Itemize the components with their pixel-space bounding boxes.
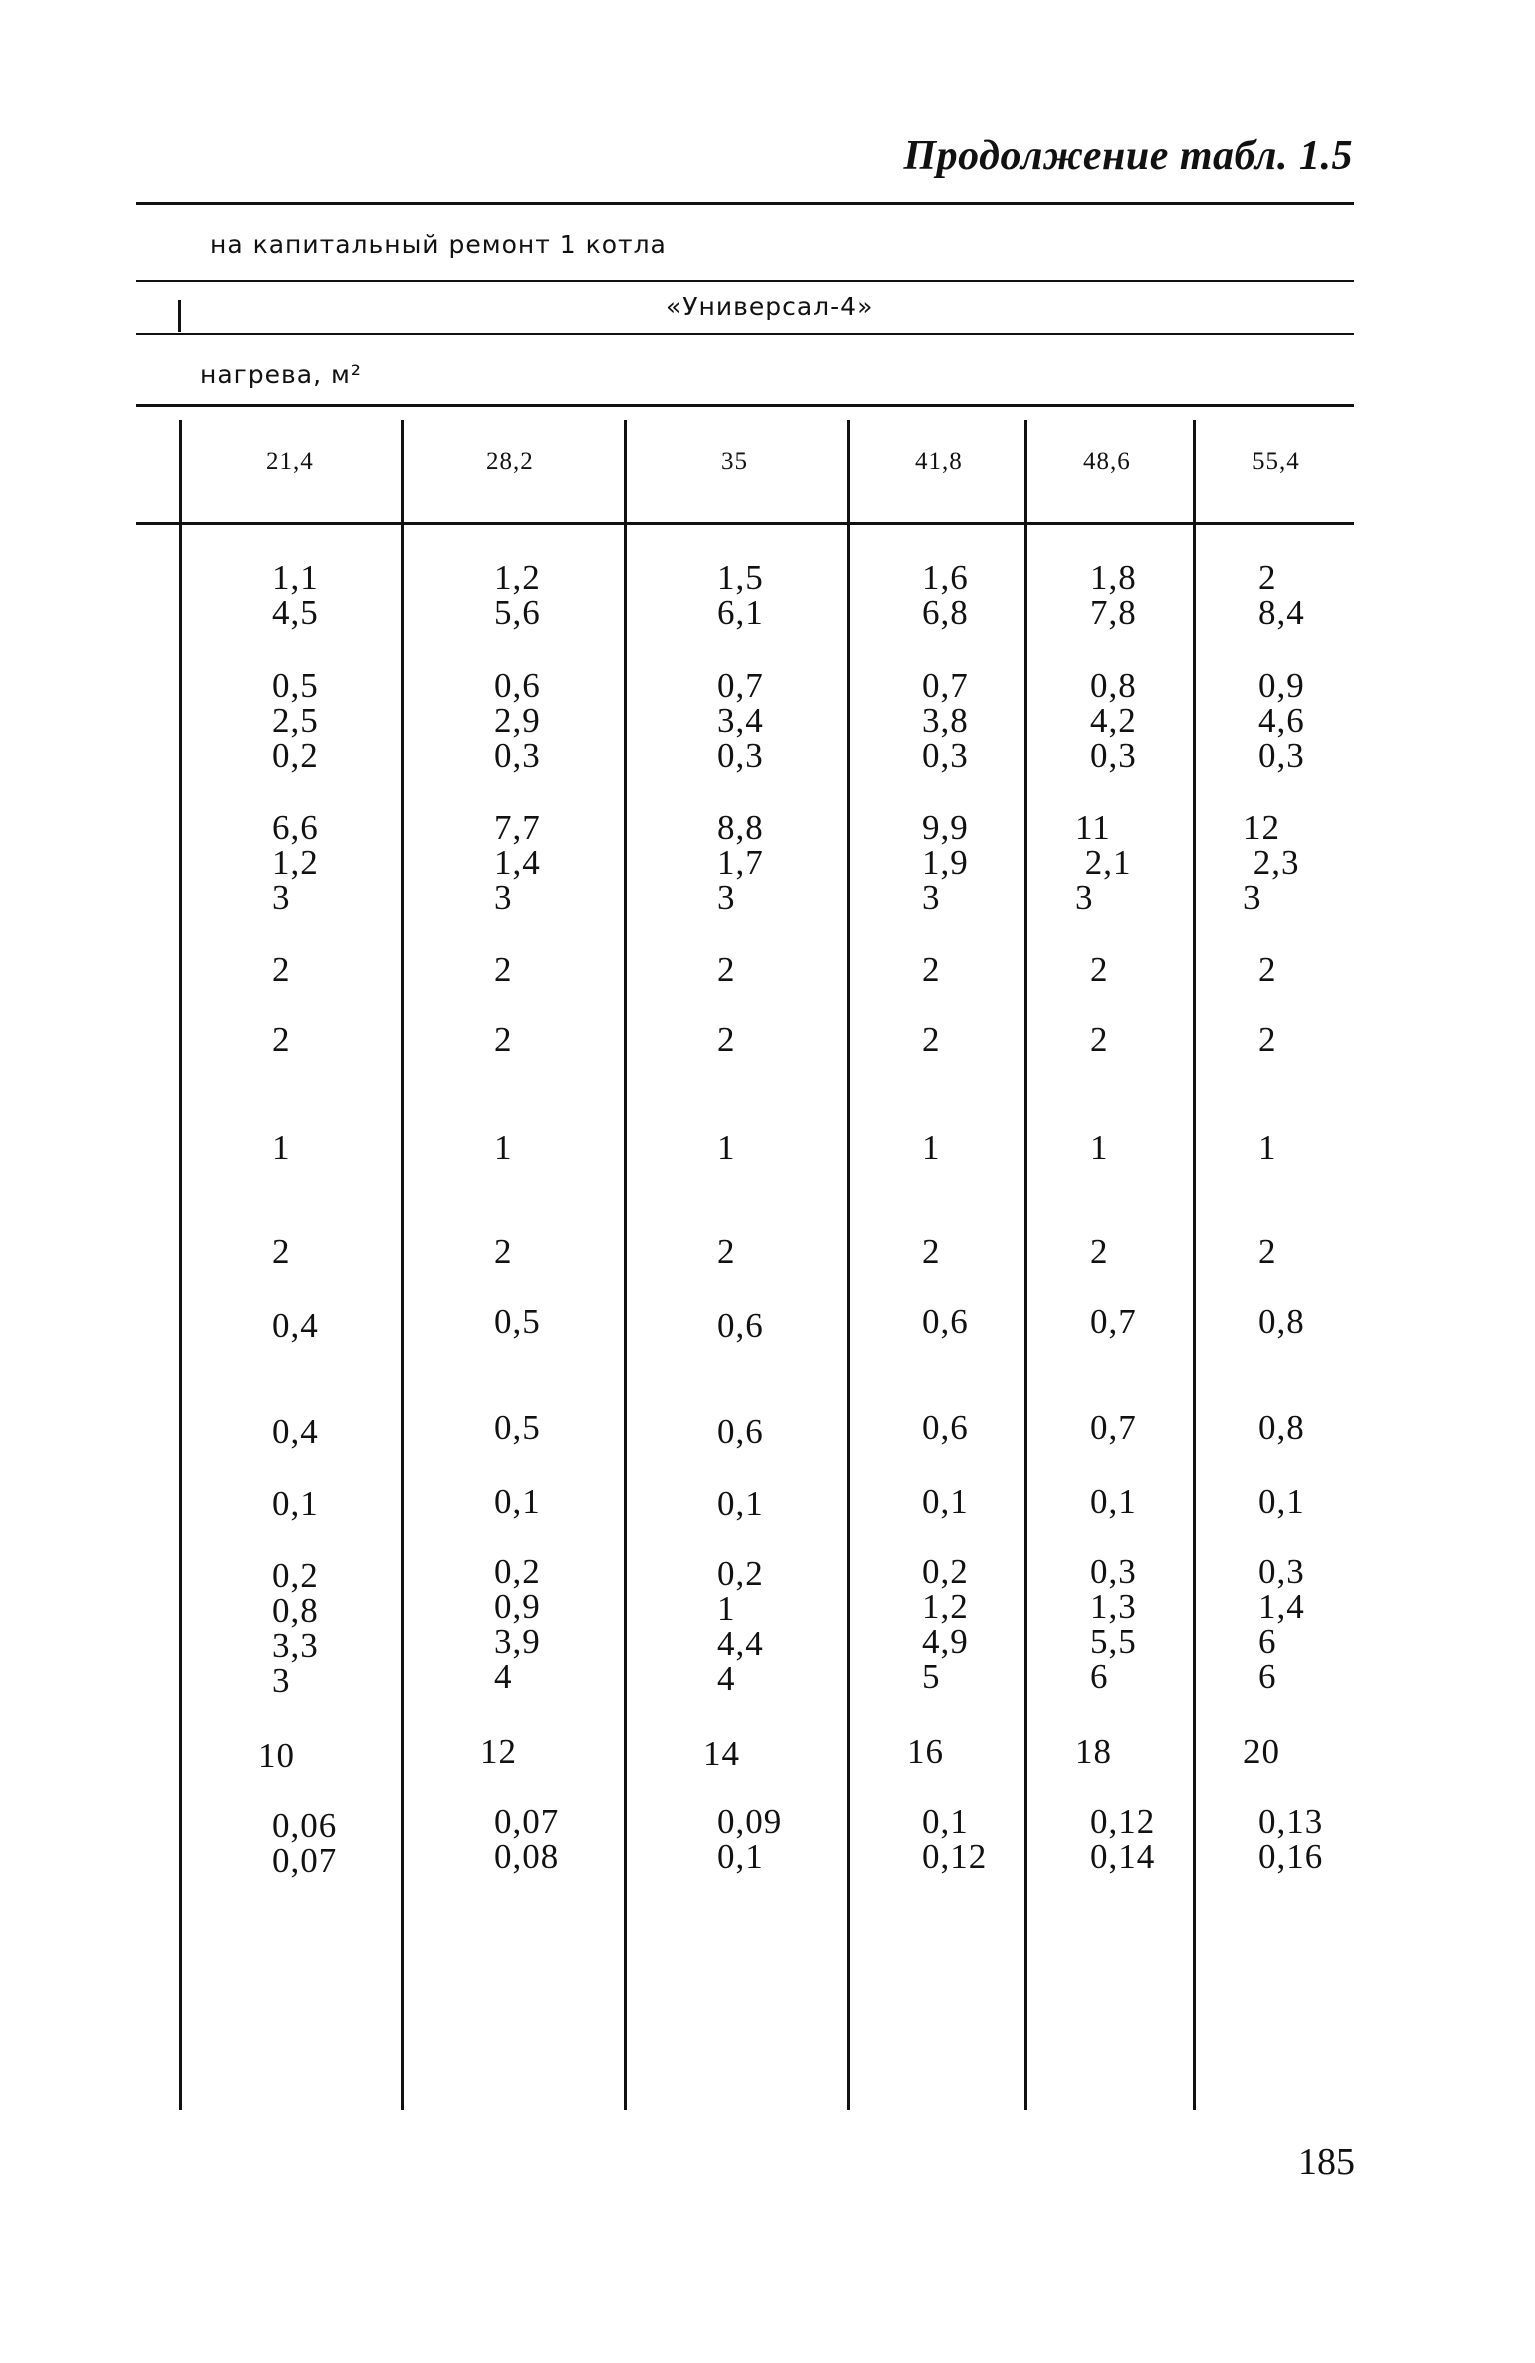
table-cell: 2	[1090, 1020, 1109, 1059]
table-cell: 0,1	[272, 1484, 319, 1523]
table-cell: 12 2,3 3	[1243, 808, 1300, 917]
table-cell: 0,7	[1090, 1408, 1137, 1447]
table-cell: 2	[494, 1020, 513, 1059]
col-separator-5	[1193, 420, 1196, 2110]
table-cell: 10	[258, 1736, 295, 1775]
column-heading-6: 55,4	[1252, 448, 1300, 475]
header-rule-4	[136, 404, 1354, 407]
table-cell: 2 8,4	[1258, 558, 1305, 632]
table-cell: 2	[717, 1232, 736, 1271]
table-cell: 1,5 6,1	[717, 558, 764, 632]
column-heading-3: 35	[721, 448, 748, 475]
table-cell: 2	[922, 1020, 941, 1059]
table-cell: 0,12 0,14	[1090, 1802, 1156, 1876]
table-cell: 0,5	[494, 1408, 541, 1447]
table-cell: 8,8 1,7 3	[717, 808, 764, 917]
table-cell: 16	[907, 1732, 944, 1771]
table-cell: 2	[922, 950, 941, 989]
table-cell: 0,8 4,2 0,3	[1090, 666, 1137, 775]
table-cell: 0,1	[717, 1484, 764, 1523]
table-cell: 2	[922, 1232, 941, 1271]
table-cell: 0,3 1,4 6 6	[1258, 1552, 1305, 1696]
table-cell: 9,9 1,9 3	[922, 808, 969, 917]
page-number: 185	[1298, 2141, 1355, 2183]
table-cell: 1,6 6,8	[922, 558, 969, 632]
table-cell: 0,7 3,4 0,3	[717, 666, 764, 775]
table-cell: 0,6	[922, 1302, 969, 1341]
table-cell: 7,7 1,4 3	[494, 808, 541, 917]
table-cell: 2	[1090, 950, 1109, 989]
table-cell: 0,07 0,08	[494, 1802, 560, 1876]
table-cell: 0,1	[494, 1482, 541, 1521]
table-cell: 0,5	[494, 1302, 541, 1341]
table-cell: 14	[703, 1734, 740, 1773]
table-cell: 2	[1258, 950, 1277, 989]
header-rule-3	[136, 333, 1354, 335]
table-cell: 0,5 2,5 0,2	[272, 666, 319, 775]
table-cell: 2	[1258, 1232, 1277, 1271]
table-cell: 1,8 7,8	[1090, 558, 1137, 632]
table-cell: 2	[494, 1232, 513, 1271]
table-cell: 1	[1090, 1128, 1109, 1167]
column-heading-4: 41,8	[915, 448, 963, 475]
header-line-3: нагрева, м²	[200, 360, 362, 389]
table-cell: 0,2 1 4,4 4	[717, 1554, 764, 1698]
table-cell: 2	[494, 950, 513, 989]
table-cell: 6,6 1,2 3	[272, 808, 319, 917]
header-rule-top	[136, 202, 1354, 205]
table-cell: 0,6 2,9 0,3	[494, 666, 541, 775]
table-cell: 0,4	[272, 1306, 319, 1345]
header-rule-bottom	[136, 522, 1354, 525]
table-caption: Продолжение табл. 1.5	[903, 133, 1353, 179]
table-cell: 2	[717, 1020, 736, 1059]
table-cell: 1	[494, 1128, 513, 1167]
table-cell: 1,1 4,5	[272, 558, 319, 632]
table-cell: 11 2,1 3	[1075, 808, 1132, 917]
table-cell: 0,2 1,2 4,9 5	[922, 1552, 969, 1696]
table-cell: 0,9 4,6 0,3	[1258, 666, 1305, 775]
table-cell: 0,1 0,12	[922, 1802, 988, 1876]
table-cell: 18	[1075, 1732, 1112, 1771]
col-separator-0	[179, 420, 182, 2110]
table-cell: 0,7 3,8 0,3	[922, 666, 969, 775]
table-cell: 0,2 0,8 3,3 3	[272, 1556, 319, 1700]
table-cell: 2	[272, 1020, 291, 1059]
header-line-2: «Универсал-4»	[666, 292, 874, 321]
table-cell: 1	[717, 1128, 736, 1167]
col-separator-1	[401, 420, 404, 2110]
table-cell: 2	[717, 950, 736, 989]
table-cell: 1	[922, 1128, 941, 1167]
column-heading-1: 21,4	[266, 448, 314, 475]
table-cell: 2	[1258, 1020, 1277, 1059]
table-cell: 2	[272, 1232, 291, 1271]
table-cell: 0,4	[272, 1412, 319, 1451]
table-cell: 1	[272, 1128, 291, 1167]
table-cell: 0,1	[922, 1482, 969, 1521]
table-cell: 0,09 0,1	[717, 1802, 783, 1876]
table-cell: 0,1	[1090, 1482, 1137, 1521]
table-cell: 0,8	[1258, 1408, 1305, 1447]
table-cell: 0,6	[922, 1408, 969, 1447]
table-cell: 0,3 1,3 5,5 6	[1090, 1552, 1137, 1696]
table-cell: 0,13 0,16	[1258, 1802, 1324, 1876]
table-cell: 0,7	[1090, 1302, 1137, 1341]
table-cell: 0,8	[1258, 1302, 1305, 1341]
table-cell: 0,2 0,9 3,9 4	[494, 1552, 541, 1696]
table-cell: 2	[1090, 1232, 1109, 1271]
col-separator-4	[1024, 420, 1027, 2110]
header-rule-2	[136, 280, 1354, 282]
col-separator-3	[847, 420, 850, 2110]
column-heading-2: 28,2	[486, 448, 534, 475]
table-cell: 12	[480, 1732, 517, 1771]
header-tick	[178, 300, 181, 332]
table-cell: 20	[1243, 1732, 1280, 1771]
column-heading-5: 48,6	[1083, 448, 1131, 475]
table-cell: 0,06 0,07	[272, 1806, 338, 1880]
table-cell: 0,6	[717, 1306, 764, 1345]
table-cell: 1,2 5,6	[494, 558, 541, 632]
table-cell: 0,6	[717, 1412, 764, 1451]
header-line-1: на капитальный ремонт 1 котла	[210, 230, 667, 259]
col-separator-2	[624, 420, 627, 2110]
table-cell: 2	[272, 950, 291, 989]
table-cell: 1	[1258, 1128, 1277, 1167]
table-cell: 0,1	[1258, 1482, 1305, 1521]
